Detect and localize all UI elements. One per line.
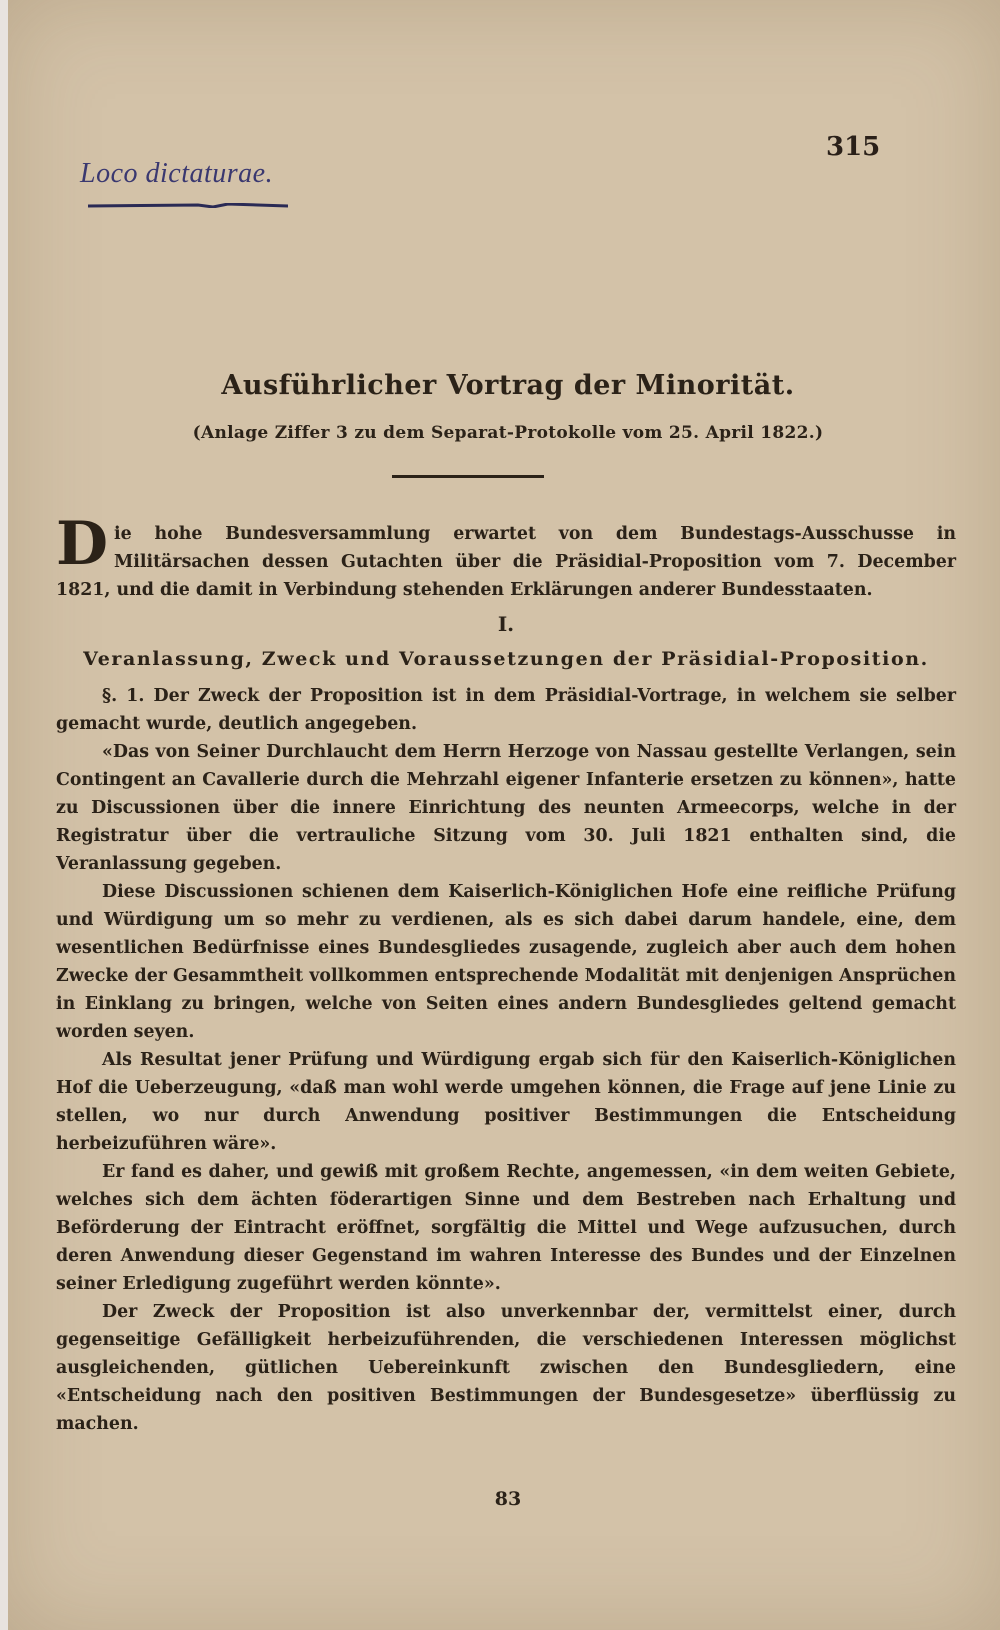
document-page — [8, 0, 1000, 1630]
section-heading: Veranlassung, Zweck und Voraussetzungen der Präsidial-Proposition. — [83, 648, 929, 670]
intro-text: ie hohe Bundesversammlung erwartet von dem Bundestags-Ausschusse in Militärsachen dessen Gutachten über die Präsidial-Proposition vom 7. December 1821, und die damit in Verbindung stehenden Erklärungen anderer Bundesstaaten. — [56, 524, 956, 600]
paragraph-4: Als Resultat jener Prüfung und Würdigung ergab sich für den Kaiserlich-Königlichen Hof die Ueberzeugung, «daß man wohl werde umgehen können, die Frage auf jene Linie zu stellen, wo nur durch Anwendung positiver Bestimmungen die Entscheidung herbeizuführen wäre». — [56, 1050, 956, 1154]
paragraph-5: Er fand es daher, und gewiß mit großem Rechte, angemessen, «in dem weiten Gebiete, welches sich dem ächten föderartigen Sinne und dem Bestreben nach Erhaltung und Beförderung der Eintracht eröffnet, sorgfältig die Mittel und Wege aufzusuchen, durch deren Anwendung dieser Gegenstand im wahren Interesse des Bundes und der Einzelnen seiner Erledigung zugeführt werden könnte». — [56, 1162, 956, 1294]
page-number: 315 — [826, 132, 881, 162]
paragraph-6: Der Zweck der Proposition ist also unverkennbar der, vermittelst einer, durch gegenseitige Gefälligkeit herbeizuführenden, die verschiedenen Interessen möglichst ausgleichenden, gütlichen Uebereinkunft zwischen den Bundesgliedern, eine «Entscheidung nach den positiven Bestimmungen der Bundesgesetze» überflüssig zu machen. — [56, 1302, 956, 1434]
title-rule — [392, 475, 544, 478]
body-text — [56, 509, 956, 1438]
paragraph-1: §. 1. Der Zweck der Proposition ist in dem Präsidial-Vortrage, in welchem sie selber gemacht wurde, deutlich angegeben. — [56, 686, 956, 734]
section-number: I. — [497, 612, 515, 636]
document-title: Ausführlicher Vortrag der Minorität. — [221, 370, 795, 401]
drop-cap: D — [56, 509, 109, 579]
document-subtitle: (Anlage Ziffer 3 zu dem Separat-Protokolle vom 25. April 1822.) — [192, 423, 824, 443]
signature-mark: 83 — [494, 1488, 522, 1510]
intro-paragraph — [56, 509, 956, 604]
paragraph-2: «Das von Seiner Durchlaucht dem Herrn Herzoge von Nassau gestellte Verlangen, sein Contingent an Cavallerie durch die Mehrzahl eigener Infanterie ersetzen zu können», hatte zu Discussionen über die innere Einrichtung des neunten Armeecorps, welche in der Registratur über die vertrauliche Sitzung vom 30. Juli 1821 enthalten sind, die Veranlassung gegeben. — [56, 742, 956, 874]
loco-underline — [88, 203, 288, 208]
paragraph-3: Diese Discussionen schienen dem Kaiserlich-Königlichen Hofe eine reifliche Prüfung und Würdigung um so mehr zu verdienen, als es sich dabei darum handele, eine, dem wesentlichen Bedürfnisse eines Bundesgliedes zusagende, zugleich aber auch dem hohen Zwecke der Gesammtheit vollkommen entsprechende Modalität mit denjenigen Ansprüchen in Einklang zu bringen, welche von Seiten eines andern Bundesgliedes geltend gemacht worden seyen. — [56, 882, 956, 1042]
loco-dictaturae-mark: Loco dictaturae. — [80, 158, 274, 189]
